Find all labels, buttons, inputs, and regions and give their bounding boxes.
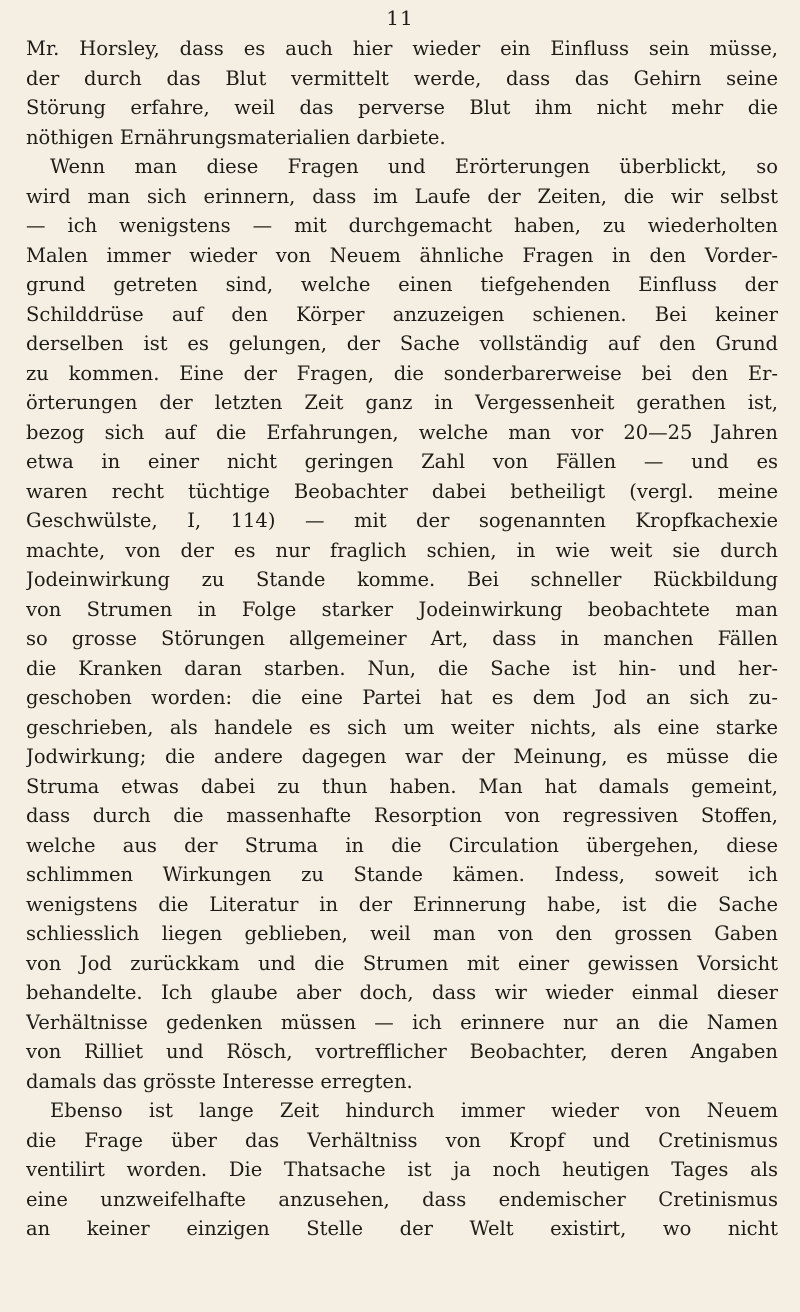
text-line: damals das grösste Interesse erregten.: [26, 1069, 413, 1093]
text-line: Malen immer wieder von Neuem ähnliche Fragen in den Vorder-: [26, 243, 778, 267]
text-line: grund getreten sind, welche einen tiefgehenden Einfluss der: [26, 273, 778, 296]
text-line: bezog sich auf die Erfahrungen, welche man vor 20—25 Jahren: [26, 420, 778, 444]
text-line: eine unzweifelhafte anzusehen, dass endemischer Cretinismus: [26, 1187, 778, 1211]
text-line: Geschwülste, I, 114) — mit der sogenannten Kropfkachexie: [26, 509, 778, 532]
text-line: wird man sich erinnern, dass im Laufe der Zeiten, die wir selbst: [26, 184, 778, 208]
text-line: — ich wenigstens — mit durchgemacht haben, zu wiederholten: [26, 214, 778, 237]
text-line: die Kranken daran starben. Nun, die Sache ist hin- und her-: [26, 656, 778, 680]
text-line: schliesslich liegen geblieben, weil man von den grossen Gaben: [26, 922, 778, 945]
text-line: machte, von der es nur fraglich schien, in wie weit sie durch: [26, 538, 778, 562]
text-line: an keiner einzigen Stelle der Welt existirt, wo nicht: [26, 1217, 778, 1240]
text-line: der durch das Blut vermittelt werde, dass das Gehirn seine: [26, 66, 778, 90]
text-line: etwa in einer nicht geringen Zahl von Fällen — und es: [26, 450, 778, 473]
text-line: von Rilliet und Rösch, vortrefflicher Beobachter, deren Angaben: [26, 1040, 778, 1063]
text-line: geschoben worden: die eine Partei hat es dem Jod an sich zu-: [26, 686, 778, 709]
text-line: nöthigen Ernährungsmaterialien darbiete.: [26, 125, 446, 149]
text-line: welche aus der Struma in die Circulation übergehen, diese: [26, 833, 778, 857]
text-line: Mr. Horsley, dass es auch hier wieder ein Einfluss sein müsse,: [26, 37, 778, 60]
text-line: Schilddrüse auf den Körper anzuzeigen schienen. Bei keiner: [26, 302, 778, 326]
text-line: Struma etwas dabei zu thun haben. Man hat damals gemeint,: [26, 774, 778, 798]
page-number: 11: [386, 6, 414, 30]
text-line: von Strumen in Folge starker Jodeinwirkung beobachtete man: [26, 597, 778, 621]
text-line: Ebenso ist lange Zeit hindurch immer wieder von Neuem: [50, 1099, 778, 1122]
text-line: so grosse Störungen allgemeiner Art, dass in manchen Fällen: [26, 627, 778, 650]
text-line: wenigstens die Literatur in der Erinnerung habe, ist die Sache: [26, 892, 778, 916]
text-line: derselben ist es gelungen, der Sache vollständig auf den Grund: [26, 332, 778, 355]
text-line: geschrieben, als handele es sich um weiter nichts, als eine starke: [26, 715, 778, 739]
text-line: schlimmen Wirkungen zu Stande kämen. Indess, soweit ich: [26, 863, 778, 886]
text-line: waren recht tüchtige Beobachter dabei betheiligt (vergl. meine: [26, 479, 778, 503]
text-line: dass durch die massenhafte Resorption von regressiven Stoffen,: [26, 804, 778, 827]
body-text: [26, 34, 778, 1244]
text-line: behandelte. Ich glaube aber doch, dass wir wieder einmal dieser: [26, 981, 778, 1004]
text-line: Wenn man diese Fragen und Erörterungen überblickt, so: [50, 155, 778, 178]
text-line: örterungen der letzten Zeit ganz in Vergessenheit gerathen ist,: [26, 391, 778, 414]
text-line: zu kommen. Eine der Fragen, die sonderbarerweise bei den Er-: [26, 361, 778, 385]
text-line: Verhältnisse gedenken müssen — ich erinnere nur an die Namen: [26, 1010, 778, 1034]
text-line: Jodeinwirkung zu Stande komme. Bei schneller Rückbildung: [26, 568, 778, 591]
text-line: von Jod zurückkam und die Strumen mit einer gewissen Vorsicht: [26, 951, 778, 975]
text-line: Jodwirkung; die andere dagegen war der Meinung, es müsse die: [26, 745, 778, 768]
text-line: ventilirt worden. Die Thatsache ist ja noch heutigen Tages als: [26, 1158, 778, 1181]
text-line: die Frage über das Verhältniss von Kropf und Cretinismus: [26, 1128, 778, 1152]
text-line: Störung erfahre, weil das perverse Blut ihm nicht mehr die: [26, 96, 778, 119]
